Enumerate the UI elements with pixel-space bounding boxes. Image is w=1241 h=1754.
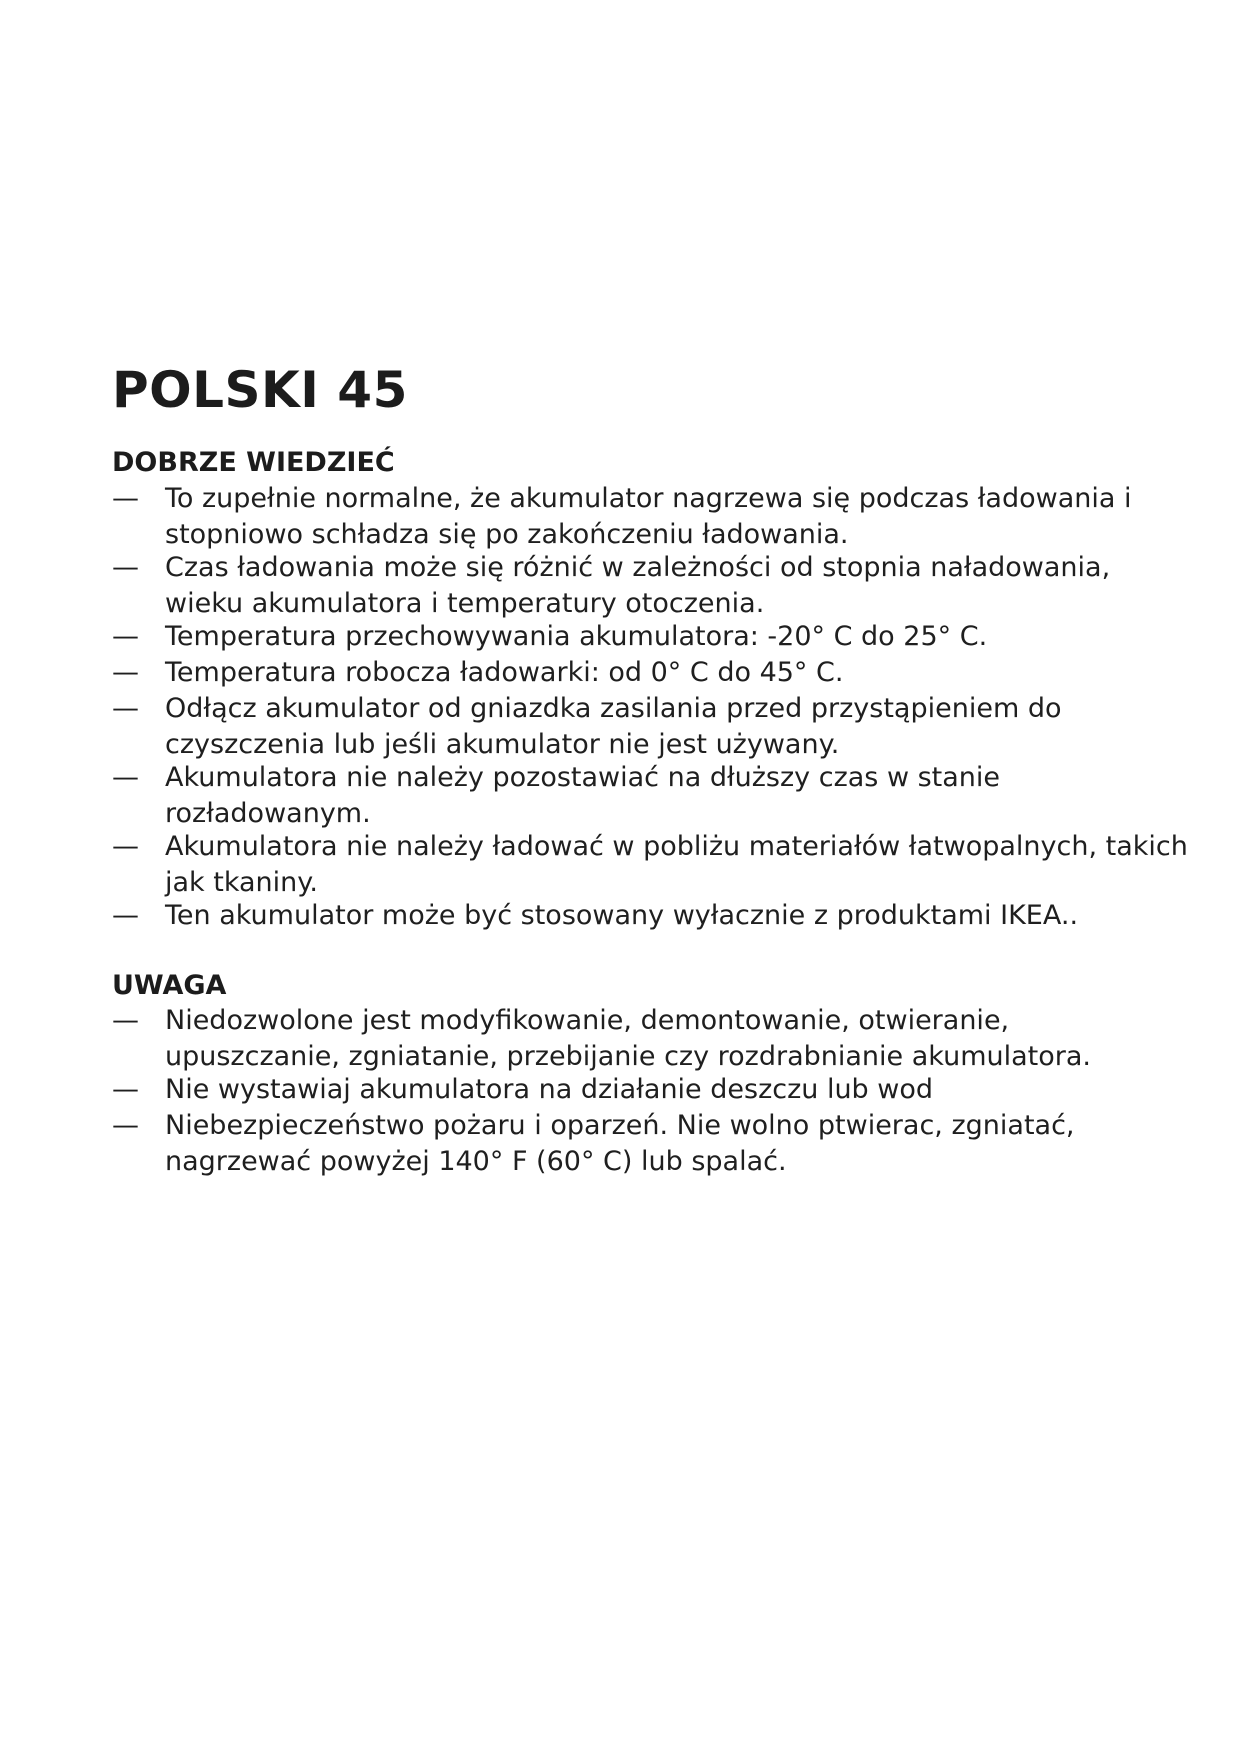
section-heading-warning: UWAGA [112,970,227,1001]
list-item-text: To zupełnie normalne, że akumulator nagrzewa się podczas ładowania i stopniowo schładza się po zakończeniu ładowania. [165,483,1132,550]
list-item [112,691,1192,761]
list-item-text: Temperatura przechowywania akumulatora: -20° C do 25° C. [165,621,988,652]
list-item [112,481,1192,551]
list-item-text: Ten akumulator może być stosowany wyłacznie z produktami IKEA.. [165,900,1079,931]
list-item-text: Niedozwolone jest modyfikowanie, demontowanie, otwieranie, upuszczanie, zgniatanie, przebijanie czy rozdrabnianie akumulatora. [165,1005,1091,1072]
list-item [112,1072,1192,1109]
warning-list [112,1003,1192,1178]
list-item [112,829,1192,899]
list-item [112,1108,1192,1178]
list-item-text: Niebezpieczeństwo pożaru i oparzeń. Nie wolno ptwierac, zgniatać, nagrzewać powyżej 140° F (60° C) lub spalać. [165,1110,1075,1177]
list-item [112,550,1192,620]
list-item [112,1003,1192,1073]
list-item-text: Nie wystawiaj akumulatora na działanie deszczu lub wod [165,1074,934,1105]
section-heading-good-to-know: DOBRZE WIEDZIEĆ [112,447,395,478]
bullet-dash: — [112,900,139,931]
bullet-dash: — [112,483,139,514]
page-title: POLSKI 45 [112,361,408,419]
list-item-text: Akumulatora nie należy ładować w pobliżu materiałów łatwopalnych, takich jak tkaniny. [165,831,1188,898]
bullet-dash: — [112,693,139,724]
good-to-know-list [112,481,1192,935]
bullet-dash: — [112,1110,139,1141]
bullet-dash: — [112,657,139,688]
bullet-dash: — [112,1074,139,1105]
list-item-text: Odłącz akumulator od gniazdka zasilania przed przystąpieniem do czyszczenia lub jeśli akumulator nie jest używany. [165,693,1062,760]
list-item-text: Akumulatora nie należy pozostawiać na dłuższy czas w stanie rozładowanym. [165,762,1001,829]
list-item-text: Czas ładowania może się różnić w zależności od stopnia naładowania, wieku akumulatora i temperatury otoczenia. [165,552,1111,619]
bullet-dash: — [112,552,139,583]
list-item-text: Temperatura robocza ładowarki: od 0° C do 45° C. [165,657,844,688]
bullet-dash: — [112,762,139,793]
list-item [112,655,1192,692]
bullet-dash: — [112,621,139,652]
bullet-dash: — [112,831,139,862]
list-item [112,760,1192,830]
list-item [112,898,1192,935]
bullet-dash: — [112,1005,139,1036]
list-item [112,619,1192,656]
